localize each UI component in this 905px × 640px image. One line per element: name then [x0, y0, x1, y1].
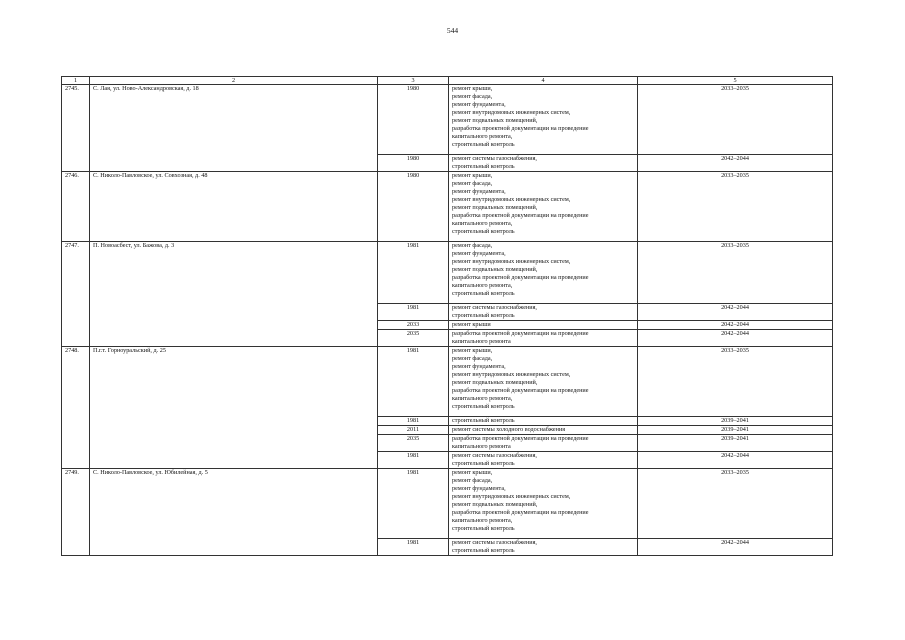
works-list: ремонт крыши, ремонт фасада, ремонт фундамента, ремонт внутридомовых инженерных систем, ремонт подвальных помещений, разработка проектной документации на проведение капитального ремонта, строительный контроль — [449, 469, 638, 539]
entry-number: 2746. — [62, 172, 90, 242]
works-list: ремонт системы газоснабжения, строительный контроль — [449, 539, 638, 556]
build-year: 2035 — [378, 330, 449, 347]
repair-term: 2042–2044 — [638, 321, 833, 330]
works-list: ремонт крыши — [449, 321, 638, 330]
entry-number: 2745. — [62, 85, 90, 172]
entry-address: С. Николо-Павловское, ул. Юбилейная, д. 5 — [90, 469, 378, 556]
table-body — [62, 77, 833, 556]
repair-term: 2042–2044 — [638, 539, 833, 556]
header-cell-5: 5 — [638, 77, 833, 85]
works-list: строительный контроль — [449, 417, 638, 426]
table-row — [62, 242, 833, 304]
works-list: ремонт крыши, ремонт фасада, ремонт фундамента, ремонт внутридомовых инженерных систем, ремонт подвальных помещений, разработка проектной документации на проведение капитального ремонта, строительный контроль — [449, 85, 638, 155]
header-cell-4: 4 — [449, 77, 638, 85]
works-list: разработка проектной документации на проведение капитального ремонта — [449, 435, 638, 452]
repair-schedule-table — [61, 76, 833, 556]
header-cell-2: 2 — [90, 77, 378, 85]
works-list: ремонт крыши, ремонт фасада, ремонт фундамента, ремонт внутридомовых инженерных систем, ремонт подвальных помещений, разработка проектной документации на проведение капитального ремонта, строительный контроль — [449, 347, 638, 417]
table-row — [62, 469, 833, 539]
header-row — [62, 77, 833, 85]
repair-term: 2033–2035 — [638, 469, 833, 539]
repair-term: 2039–2041 — [638, 417, 833, 426]
entry-number: 2747. — [62, 242, 90, 347]
page-number: 544 — [446, 26, 459, 35]
entry-address: П. Новоасбест, ул. Бажова, д. 3 — [90, 242, 378, 347]
table-row — [62, 85, 833, 155]
works-list: ремонт системы газоснабжения, строительный контроль — [449, 452, 638, 469]
build-year: 1981 — [378, 347, 449, 417]
repair-term: 2039–2041 — [638, 426, 833, 435]
repair-term: 2033–2035 — [638, 85, 833, 155]
entry-number: 2748. — [62, 347, 90, 469]
header-cell-3: 3 — [378, 77, 449, 85]
table-row — [62, 172, 833, 242]
repair-term: 2042–2044 — [638, 304, 833, 321]
build-year: 1981 — [378, 539, 449, 556]
build-year: 1981 — [378, 417, 449, 426]
entry-address: С. Лая, ул. Ново-Александровская, д. 18 — [90, 85, 378, 172]
works-list: ремонт фасада, ремонт фундамента, ремонт внутридомовых инженерных систем, ремонт подвальных помещений, разработка проектной документации на проведение капитального ремонта, строительный контроль — [449, 242, 638, 304]
repair-term: 2033–2035 — [638, 172, 833, 242]
repair-term: 2042–2044 — [638, 155, 833, 172]
build-year: 2035 — [378, 435, 449, 452]
build-year: 2011 — [378, 426, 449, 435]
build-year: 1981 — [378, 469, 449, 539]
build-year: 1980 — [378, 172, 449, 242]
repair-term: 2033–2035 — [638, 242, 833, 304]
build-year: 1980 — [378, 155, 449, 172]
build-year: 1981 — [378, 304, 449, 321]
build-year: 1981 — [378, 242, 449, 304]
repair-term: 2042–2044 — [638, 330, 833, 347]
works-list: разработка проектной документации на проведение капитального ремонта — [449, 330, 638, 347]
entry-address: П.г.т. Горноуральский, д. 25 — [90, 347, 378, 469]
header-cell-1: 1 — [62, 77, 90, 85]
works-list: ремонт системы газоснабжения, строительный контроль — [449, 155, 638, 172]
table-row — [62, 347, 833, 417]
build-year: 2033 — [378, 321, 449, 330]
works-list: ремонт крыши, ремонт фасада, ремонт фундамента, ремонт внутридомовых инженерных систем, ремонт подвальных помещений, разработка проектной документации на проведение капитального ремонта, строительный контроль — [449, 172, 638, 242]
repair-term: 2039–2041 — [638, 435, 833, 452]
repair-term: 2033–2035 — [638, 347, 833, 417]
entry-number: 2749. — [62, 469, 90, 556]
repair-term: 2042–2044 — [638, 452, 833, 469]
works-list: ремонт системы холодного водоснабжения — [449, 426, 638, 435]
build-year: 1980 — [378, 85, 449, 155]
entry-address: С. Николо-Павловское, ул. Совхозная, д. 48 — [90, 172, 378, 242]
build-year: 1981 — [378, 452, 449, 469]
works-list: ремонт системы газоснабжения, строительный контроль — [449, 304, 638, 321]
